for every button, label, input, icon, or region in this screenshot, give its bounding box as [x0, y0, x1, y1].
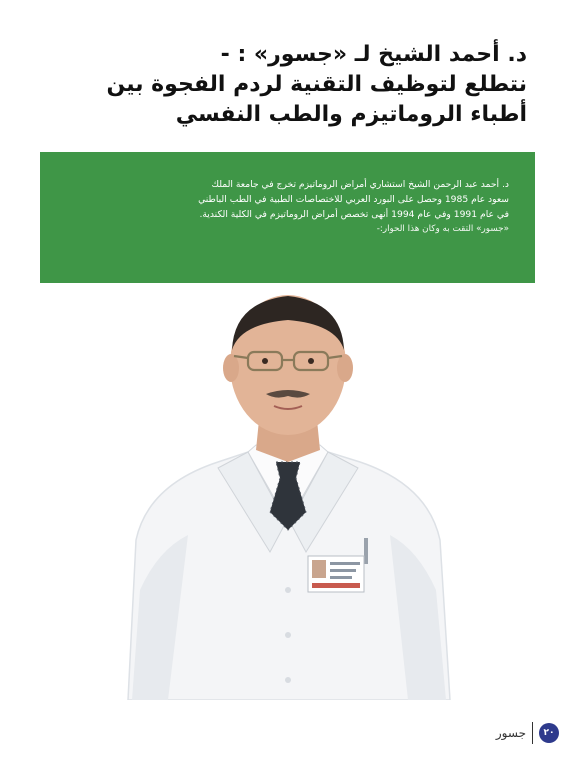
intro-line-1: د. أحمد عبد الرحمن الشيخ استشاري أمراض الروماتيزم تخرج في جامعة الملك [211, 179, 509, 190]
intro-lead: «جسور» التقت به وكان هذا الحوار:- [376, 224, 509, 234]
page-footer [496, 721, 559, 745]
headline-line-2: نتطلع لتوظيف التقنية لردم الفجوة بين [106, 72, 527, 97]
intro-box [40, 152, 535, 283]
doctor-portrait [98, 290, 478, 700]
headline-line-1: د. أحمد الشيخ لـ «جسور» : - [220, 42, 527, 67]
id-badge [308, 556, 364, 592]
article-headline [37, 40, 527, 130]
intro-line-2: سعود عام 1985 وحصل على البورد العربي للاختصاصات الطبية في الطب الباطني [198, 194, 509, 205]
footer-brand: جسور [495, 726, 526, 740]
footer-divider [532, 722, 533, 744]
intro-text [64, 177, 509, 237]
headline-line-3: أطباء الروماتيزم والطب النفسي [175, 102, 527, 127]
page-number-badge: ٢٠ [539, 723, 559, 743]
intro-line-3: في عام 1991 وفي عام 1994 أنهى تخصص أمراض الروماتيزم في الكلية الكندية. [199, 209, 509, 220]
